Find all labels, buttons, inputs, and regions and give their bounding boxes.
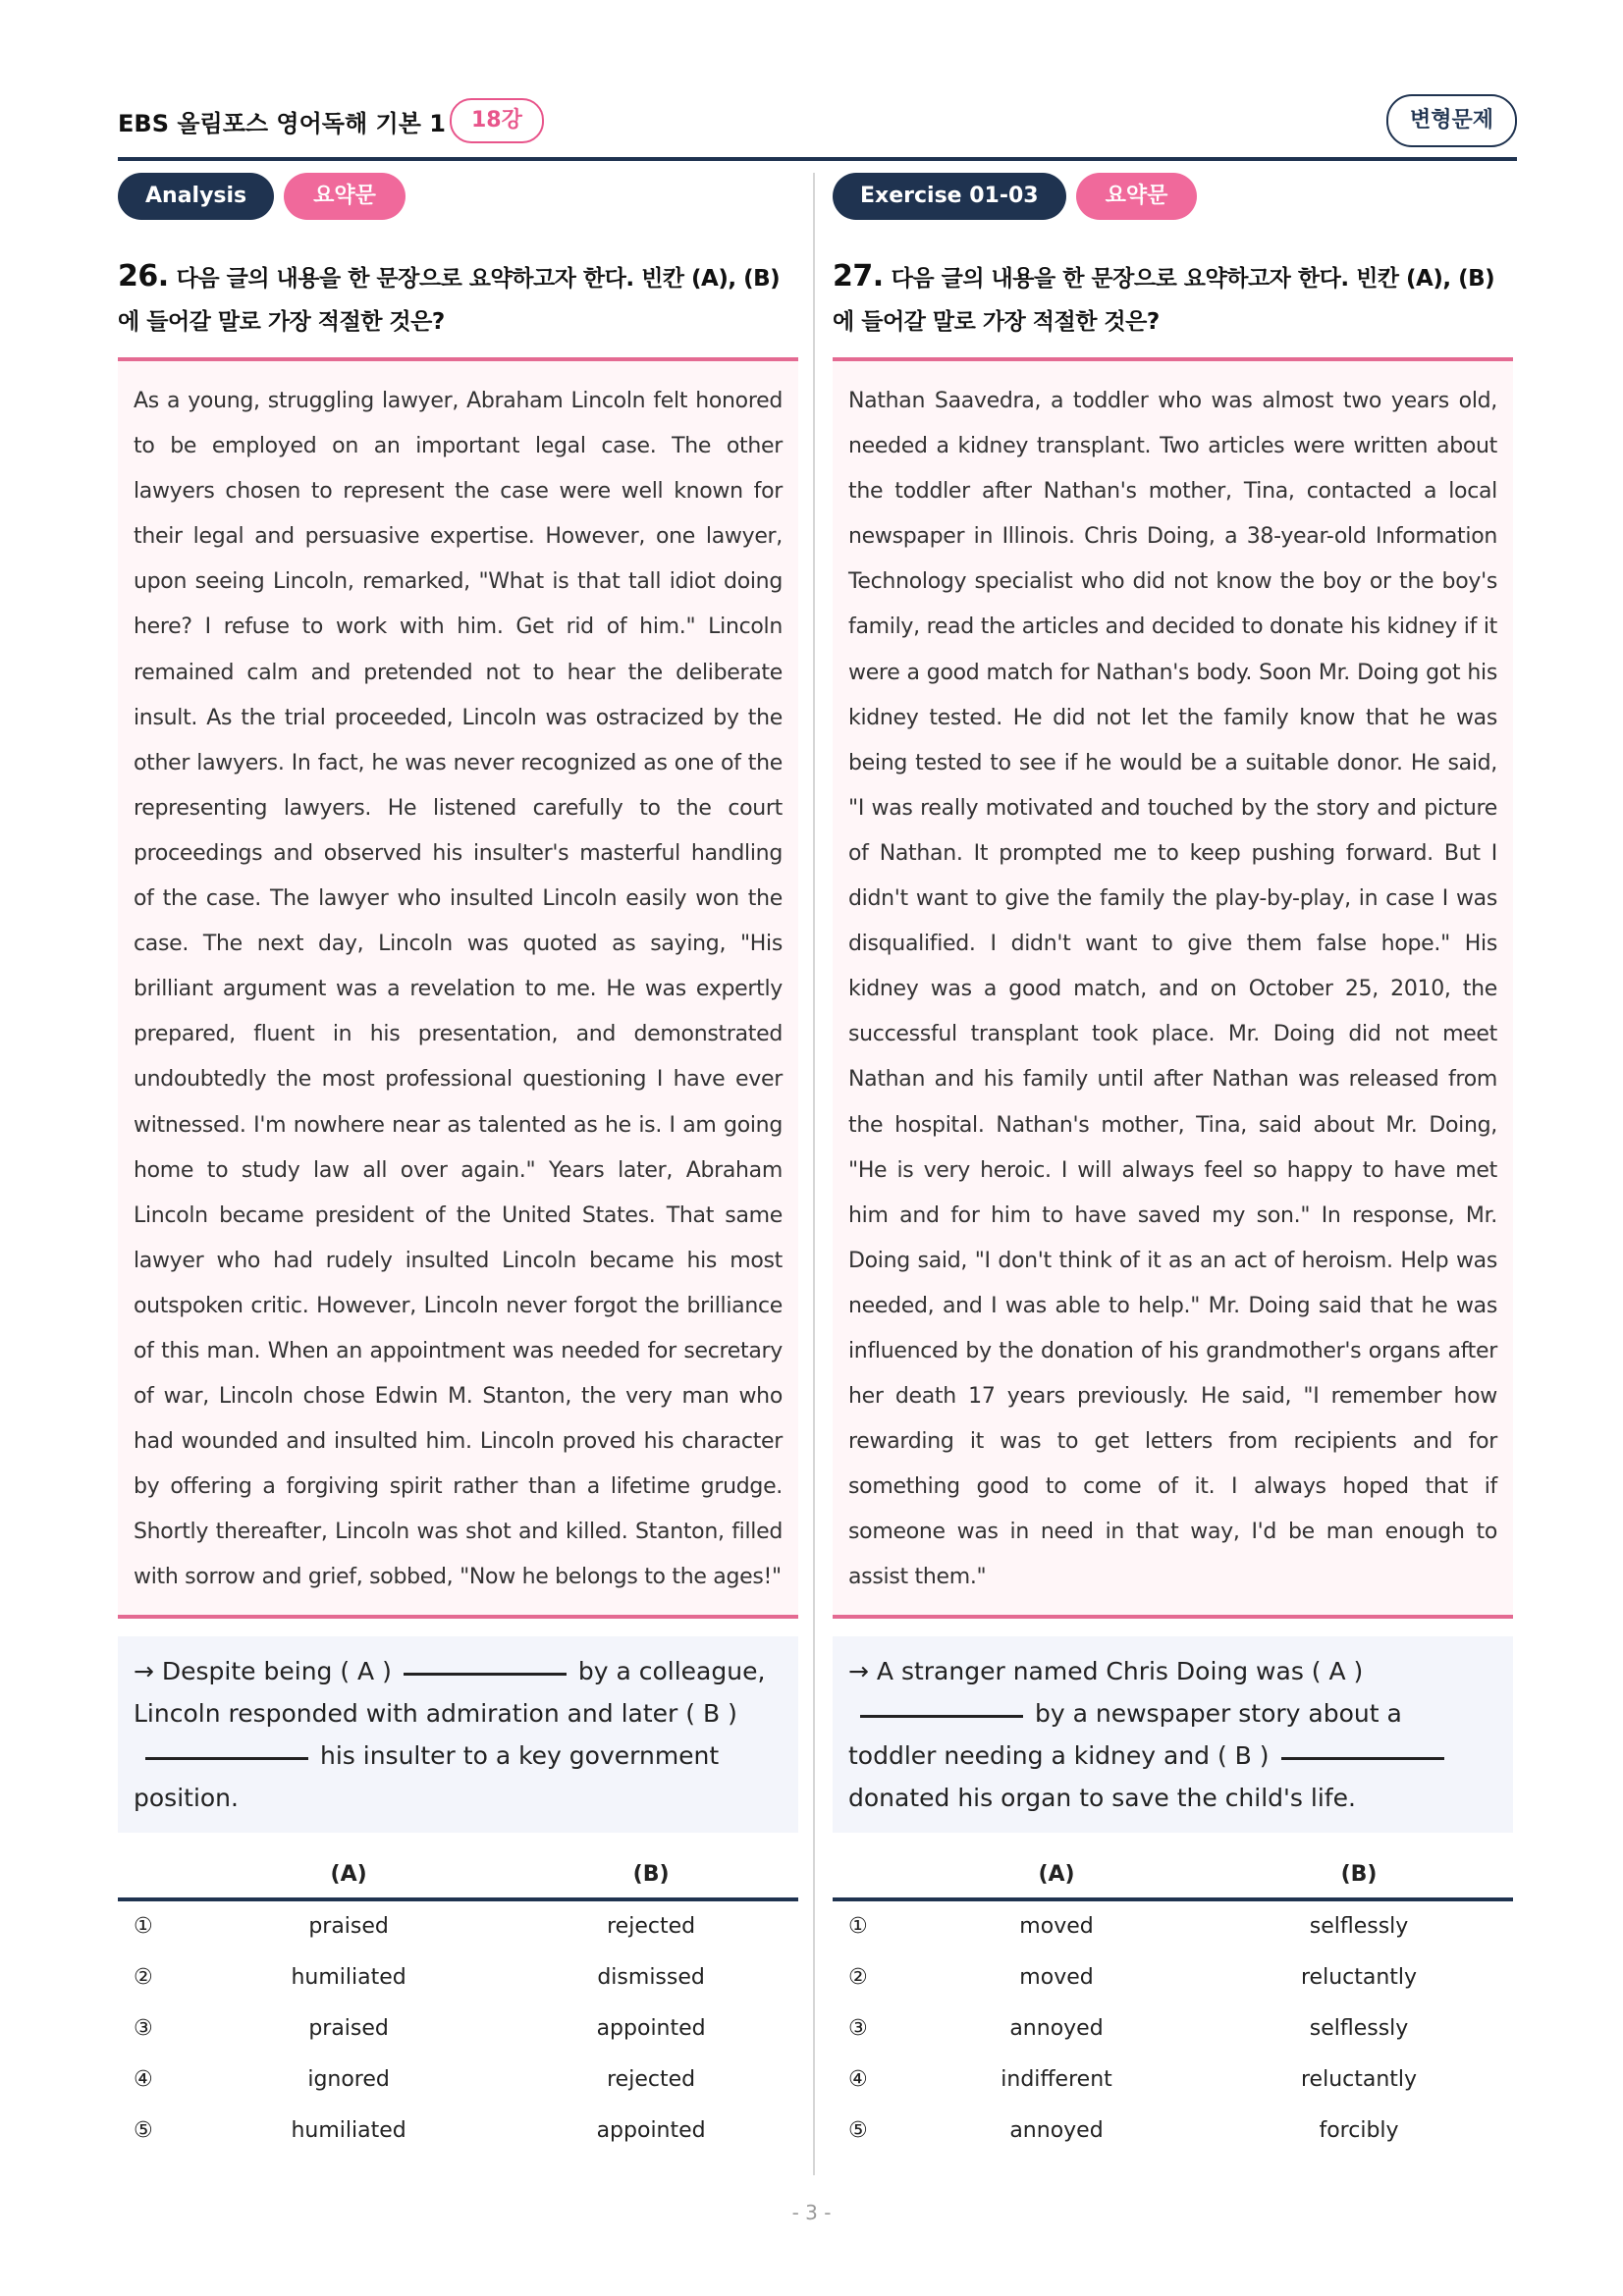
choice-b: reluctantly xyxy=(1300,1965,1418,1991)
choice-number: ③ xyxy=(134,2016,153,2042)
column-b-header: (B) xyxy=(504,1852,798,1899)
summary-sentence xyxy=(833,1636,1513,1833)
choice-a: praised xyxy=(308,2016,389,2042)
choice-a: moved xyxy=(1019,1965,1094,1991)
summary-part-2: by a newspaper story about a toddler needing a kidney and ( B ) xyxy=(848,1698,1402,1770)
blank-b xyxy=(1281,1757,1444,1760)
summary-tag: 요약문 xyxy=(284,173,406,220)
question-text: 다음 글의 내용을 한 문장으로 요약하고자 한다. 빈칸 (A), (B)에 들어갈 말로 가장 적절한 것은? xyxy=(833,266,1495,335)
blank-a xyxy=(860,1715,1023,1718)
reading-passage: As a young, struggling lawyer, Abraham Lincoln felt honored to be employed on an important legal case. The other lawyers chosen to represent the case were well known for their legal and persuasive expertise. However, one lawyer, upon seeing Lincoln, remarked, "What is that tall idiot doing here? I refuse to work with him. Get rid of him." Lincoln remained calm and pretended not to hear the deliberate insult. As the trial proceeded, Lincoln was ostracized by the other lawyers. In fact, he was never recognized as one of the representing lawyers. He listened carefully to the court proceedings and observed his insulter's masterful handling of the case. The lawyer who insulted Lincoln easily won the case. The next day, Lincoln was quoted as saying, "His brilliant argument was a revelation to me. He was expertly prepared, fluent in his presentation, and demonstrated undoubtedly the most professional questioning I have ever witnessed. I'm nowhere near as talented as he is. I am going home to study law all over again." Years later, Abraham Lincoln became president of the United States. That same lawyer who had rudely insulted Lincoln became his most outspoken critic. However, Lincoln never forgot the brilliance of this man. When an appointment was needed for secretary of war, Lincoln chose Edwin M. Stanton, the very man who had wounded and insulted him. Lincoln proved his character by offering a forgiving spirit rather than a lifetime grudge. Shortly thereafter, Lincoln was shot and killed. Stanton, filled with sorrow and grief, sobbed, "Now he belongs to the ages!" xyxy=(118,361,798,1619)
summary-part-1: → A stranger named Chris Doing was ( A ) xyxy=(848,1656,1364,1685)
page-header xyxy=(118,94,1517,161)
choice-b: forcibly xyxy=(1319,2118,1399,2144)
column-b-header: (B) xyxy=(1205,1852,1513,1899)
choice-row[interactable] xyxy=(833,2003,1513,2055)
choice-number: ① xyxy=(848,1914,868,1940)
choice-row[interactable] xyxy=(118,1952,798,2003)
right-column xyxy=(833,173,1513,2157)
choice-a: humiliated xyxy=(291,2118,406,2144)
choice-b: selflessly xyxy=(1309,1914,1409,1940)
choice-number: ⑤ xyxy=(848,2118,868,2144)
choices-header-row xyxy=(833,1852,1513,1899)
summary-sentence xyxy=(118,1636,798,1833)
choice-number: ③ xyxy=(848,2016,868,2042)
choice-a: annoyed xyxy=(1009,2016,1104,2042)
choice-a: praised xyxy=(308,1914,389,1940)
analysis-tag: Analysis xyxy=(118,173,274,220)
question-prompt xyxy=(118,255,798,361)
choice-a: humiliated xyxy=(291,1965,406,1991)
type-badge: 변형문제 xyxy=(1386,94,1517,147)
question-number: 27. xyxy=(833,259,884,294)
tag-row xyxy=(833,173,1513,220)
empty-header xyxy=(118,1852,193,1899)
summary-part-3: donated his organ to save the child's life. xyxy=(848,1783,1356,1812)
choices-header-row xyxy=(118,1852,798,1899)
summary-tag: 요약문 xyxy=(1076,173,1198,220)
choice-b: reluctantly xyxy=(1300,2067,1418,2093)
choice-number: ⑤ xyxy=(134,2118,153,2144)
choice-row[interactable] xyxy=(118,2003,798,2055)
choice-a: indifferent xyxy=(1001,2067,1112,2093)
reading-passage: Nathan Saavedra, a toddler who was almost two years old, needed a kidney transplant. Two articles were written about the toddler after Nathan's mother, Tina, contacted a local newspaper in Illinois. Chris Doing, a 38-year-old Information Technology specialist who did not know the boy or the boy's family, read the articles and decided to donate his kidney if it were a good match for Nathan's body. Soon Mr. Doing got his kidney tested. He did not let the family know that he was being tested to see if he would be a suitable donor. He said, "I was really motivated and touched by the story and picture of Nathan. It prompted me to keep pushing forward. But I didn't want to give the family the play-by-play, in case I was disqualified. I didn't want to give them false hope." His kidney was a good match, and on October 25, 2010, the successful transplant took place. Mr. Doing did not meet Nathan and his family until after Nathan was released from the hospital. Nathan's mother, Tina, said about Mr. Doing, "He is very heroic. I will always feel so happy to have met him and for him to have saved my son." In response, Mr. Doing said, "I don't think of it as an act of heroism. Help was needed, and I was able to help." Mr. Doing said that he was influenced by the donation of his grandmother's organs after her death 17 years previously. He said, "I remember how rewarding it was to get letters from recipients and for something good to come of it. I always hoped that if someone was in need in that way, I'd be man enough to assist them." xyxy=(833,361,1513,1619)
choice-b: selflessly xyxy=(1309,2016,1409,2042)
choice-row[interactable] xyxy=(118,2106,798,2157)
answer-choices-table xyxy=(833,1852,1513,2157)
left-column xyxy=(118,173,798,2157)
column-a-header: (A) xyxy=(908,1852,1205,1899)
choice-row[interactable] xyxy=(833,1952,1513,2003)
choice-a: annoyed xyxy=(1009,2118,1104,2144)
column-a-header: (A) xyxy=(193,1852,504,1899)
summary-part-1: → Despite being ( A ) xyxy=(134,1656,392,1685)
empty-header xyxy=(833,1852,908,1899)
blank-b xyxy=(145,1757,308,1760)
choice-b: rejected xyxy=(607,2067,696,2093)
choice-number: ② xyxy=(848,1965,868,1991)
choice-row[interactable] xyxy=(833,1899,1513,1952)
choice-number: ④ xyxy=(848,2067,868,2093)
choice-row[interactable] xyxy=(118,2055,798,2106)
choice-row[interactable] xyxy=(833,2055,1513,2106)
book-title: EBS 올림포스 영어독해 기본 1 xyxy=(118,110,446,137)
choice-number: ① xyxy=(134,1914,153,1940)
tag-row xyxy=(118,173,798,220)
choice-b: appointed xyxy=(596,2118,706,2144)
choice-a: ignored xyxy=(307,2067,390,2093)
choice-b: dismissed xyxy=(597,1965,705,1991)
question-number: 26. xyxy=(118,259,169,294)
blank-a xyxy=(404,1673,567,1676)
choice-a: moved xyxy=(1019,1914,1094,1940)
choice-number: ④ xyxy=(134,2067,153,2093)
question-prompt xyxy=(833,255,1513,361)
choice-b: rejected xyxy=(607,1914,696,1940)
exercise-tag: Exercise 01-03 xyxy=(833,173,1066,220)
lesson-badge: 18강 xyxy=(450,98,544,143)
choice-b: appointed xyxy=(596,2016,706,2042)
choice-row[interactable] xyxy=(118,1899,798,1952)
summary-part-3: his insulter to a key government position. xyxy=(134,1740,720,1812)
question-text: 다음 글의 내용을 한 문장으로 요약하고자 한다. 빈칸 (A), (B)에 들어갈 말로 가장 적절한 것은? xyxy=(118,266,781,335)
choice-row[interactable] xyxy=(833,2106,1513,2157)
column-divider xyxy=(813,173,815,2175)
answer-choices-table xyxy=(118,1852,798,2157)
summary-part-2: by a colleague, Lincoln responded with admiration and later ( B ) xyxy=(134,1656,766,1728)
page-number: - 3 - xyxy=(791,2201,832,2224)
choice-number: ② xyxy=(134,1965,153,1991)
